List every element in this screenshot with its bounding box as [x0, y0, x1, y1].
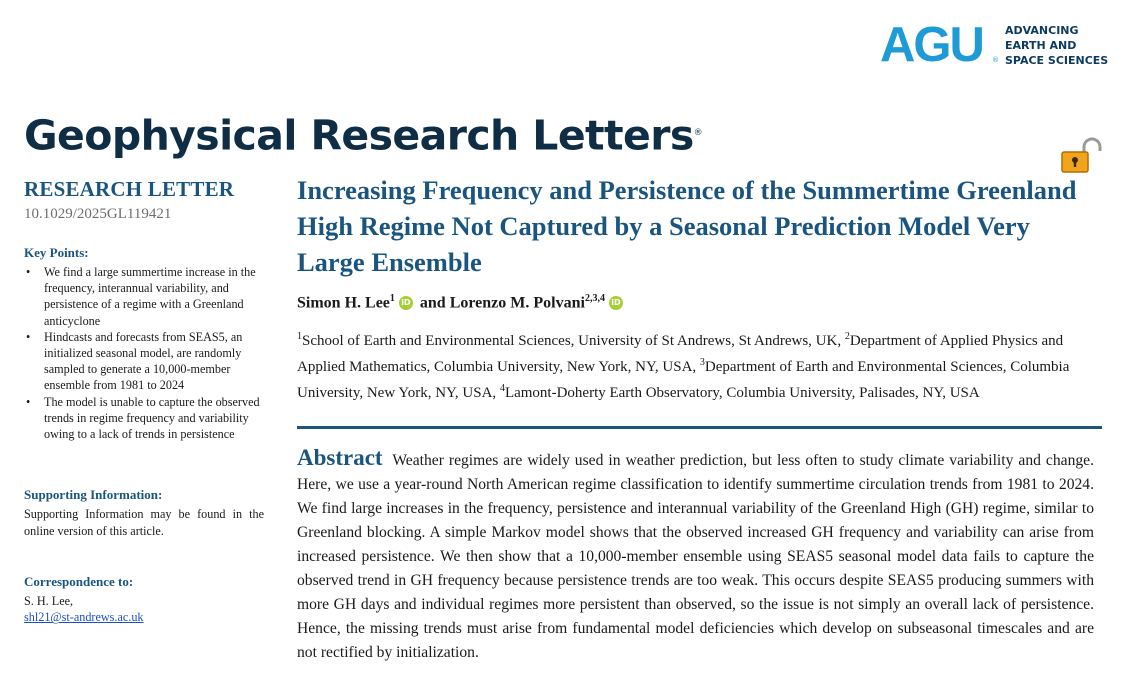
- agu-registered-mark: ®: [992, 56, 999, 64]
- correspondence-heading: Correspondence to:: [24, 574, 134, 590]
- agu-logo[interactable]: [880, 20, 1110, 70]
- affiliation-sup: 2: [844, 331, 850, 342]
- author-affiliation-sup: 2,3,4: [584, 293, 605, 304]
- author-connector: and: [419, 294, 446, 312]
- article-type: RESEARCH LETTER: [24, 177, 235, 201]
- affiliation-text: Lamont-Doherty Earth Observatory, Columbia University, Palisades, NY, USA: [504, 385, 980, 402]
- author-name[interactable]: Simon H. Lee: [297, 294, 390, 312]
- agu-tagline-line: EARTH AND: [1005, 39, 1077, 52]
- affiliation-sup: 1: [297, 331, 302, 342]
- correspondence-block: [24, 593, 264, 626]
- doi[interactable]: 10.1029/2025GL119421: [24, 206, 172, 222]
- key-point: • The model is unable to capture the observed trends in regime frequency and variability owing to a lack of trends in persistence: [24, 394, 264, 443]
- abstract-heading: Abstract: [297, 445, 383, 470]
- abstract-text: Weather regimes are widely used in weather prediction, but less often to study climate variability and change. Here, we use a year-round North American regime classification to identify summertime circulation trends from 1981 to 2024. We find large increases in the frequency, persistence and interannual variability of the Greenland High (GH) regime, similar to Greenland blocking. A simple Markov model shows that the observed increased GH frequency and variability can arise from increased persistence. We then show that a 10,000-member ensemble using SEAS5 seasonal model data fails to capture the observed trend in GH frequency because persistence trends are too weak. This occurs despite SEAS5 producing summers with more GH days and individual regimes more persistent than observed, so the issue is not simply an overall lack of persistence. Hence, the missing trends must arise from fundamental model deficiencies which develop on subseasonal timescales and are not rectified by initialization.: [297, 452, 1094, 661]
- article-title: Increasing Frequency and Persistence of the Summertime Greenland High Regime Not Captured by a Seasonal Prediction Model Very Large Ensemble: [297, 175, 1077, 277]
- affiliation-text: Department of Applied Physics and Applied Mathematics, Columbia University, New York, NY, USA,: [297, 333, 1064, 376]
- key-points-heading: Key Points:: [24, 245, 89, 260]
- orcid-icon[interactable]: iD: [609, 296, 623, 310]
- orcid-icon[interactable]: iD: [399, 296, 413, 310]
- key-points-list: [24, 264, 264, 442]
- agu-logo-letters: AGU: [880, 18, 983, 72]
- agu-tagline-line: ADVANCING: [1005, 24, 1079, 37]
- section-divider: [297, 426, 1102, 429]
- affiliation-text: School of Earth and Environmental Sciences, University of St Andrews, St Andrews, UK,: [302, 333, 842, 349]
- affiliation-text: Department of Earth and Environmental Sciences, Columbia University, New York, NY, USA,: [297, 359, 1070, 402]
- journal-name: Geophysical Research Letters: [24, 111, 694, 160]
- affiliation-sup: 3: [699, 357, 705, 369]
- agu-tagline: [1005, 23, 1108, 68]
- journal-title[interactable]: [24, 106, 702, 163]
- open-access-lock-icon[interactable]: [1060, 137, 1102, 175]
- author-list: [297, 287, 626, 315]
- abstract: [297, 446, 1094, 665]
- affiliation-sup: 4: [499, 383, 505, 395]
- correspondence-email-link[interactable]: shl21@st-andrews.ac.uk: [24, 610, 144, 625]
- supporting-info-heading: Supporting Information:: [24, 487, 163, 503]
- journal-registered-mark: ®: [693, 128, 703, 138]
- author-name[interactable]: Lorenzo M. Polvani: [449, 294, 585, 312]
- agu-tagline-line: SPACE SCIENCES: [1005, 54, 1109, 67]
- key-point: • Hindcasts and forecasts from SEAS5, an initialized seasonal model, are randomly sampled to generate a 10,000-member ensemble from 1981 to 2024: [24, 329, 264, 394]
- affiliations: [297, 326, 1097, 405]
- author-affiliation-sup: 1: [389, 293, 395, 304]
- correspondence-name: S. H. Lee,: [24, 594, 74, 609]
- supporting-info-text: Supporting Information may be found in the online version of this article.: [24, 507, 264, 538]
- sidebar: [24, 175, 264, 626]
- key-point: • We find a large summertime increase in the frequency, interannual variability, and persistence of a regime with a Greenland anticyclone: [24, 264, 264, 329]
